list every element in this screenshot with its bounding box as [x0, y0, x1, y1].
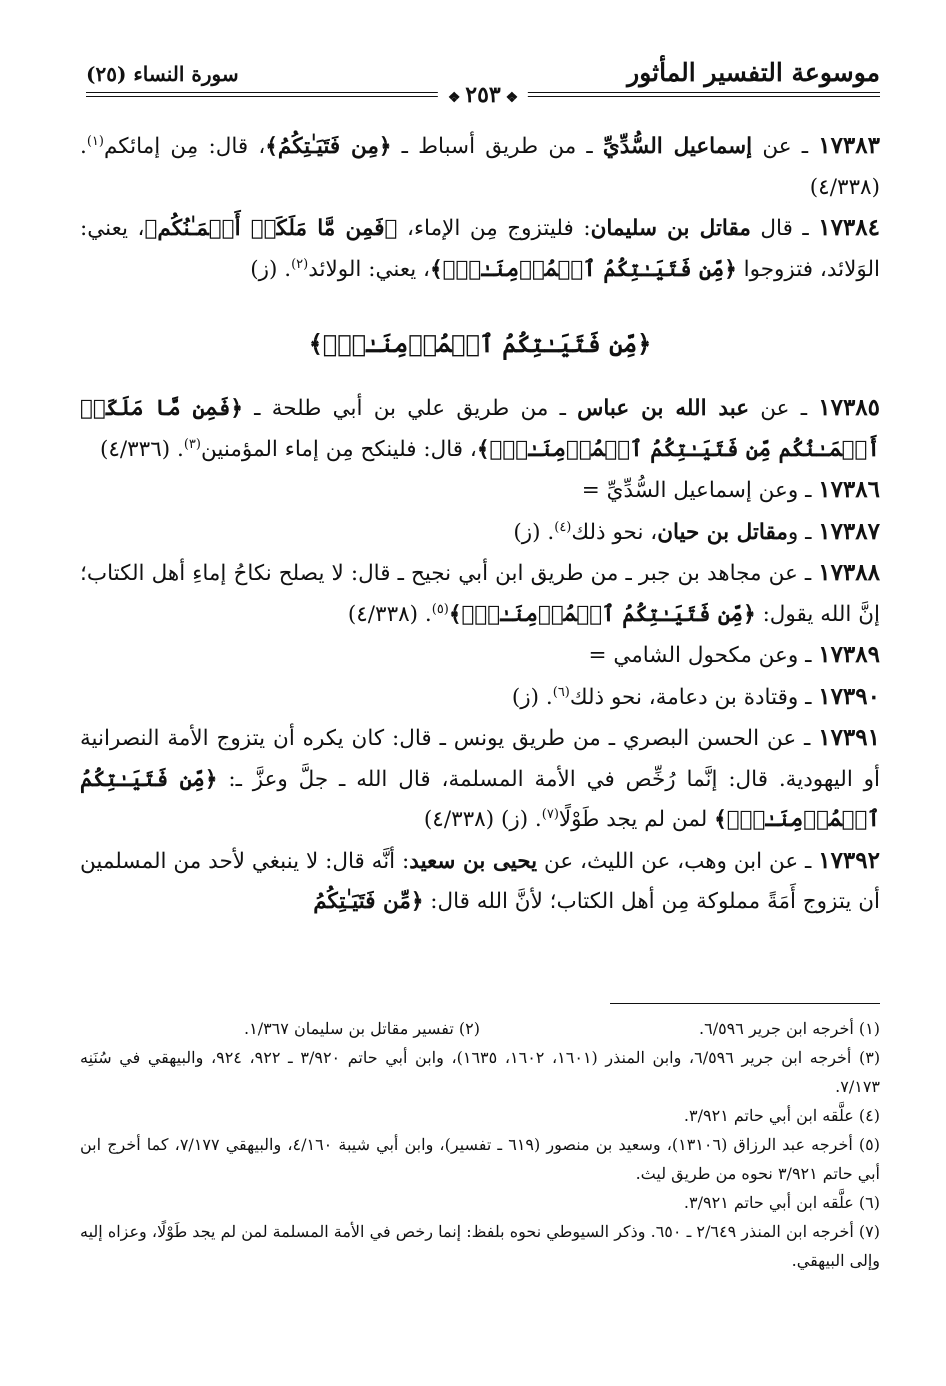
entry-17388: ١٧٣٨٨ ـ عن مجاهد بن جبر ـ من طريق ابن أبي نجيح ـ قال: لا يصلح نكاحُ إماءِ أهل الكتاب؛ إنَّ الله يقول: ﴿مِّن فَتَيَـٰتِكُمُ ٱلۡمُؤۡمِنَـٰتِۚ﴾$^{(٥)}$. (٤/٣٣٨)	[80, 559, 880, 627]
section-heading: ﴿مِّن فَتَيَـٰتِكُمُ ٱلۡمُؤۡمِنَـٰتِۚ﴾	[308, 329, 652, 358]
entry-17391: ١٧٣٩١ ـ عن الحسن البصري ـ من طريق يونس ـ قال: كان يكره أن يتزوج الأمة النصرانية أو اليهودية. قال: إنَّما رُخِّص في الأمة المسلمة، قال الله ـ جلَّ وعزَّ ـ: ﴿مِّن فَتَيَـٰتِكُمُ ٱلۡمُؤۡمِنَـٰتِۚ﴾ لمن لم يجد طَوْلًا$^{(٧)}$. (ز) (٤/٣٣٨)	[80, 724, 881, 832]
entry-17387: ١٧٣٨٧ ـ ومقاتل بن حيان، نحو ذلك$^{(٤)}$. (ز)	[513, 517, 880, 545]
footnotes	[80, 1014, 880, 1275]
page-number: ❖ ٢٥٣ ❖	[438, 82, 528, 108]
entry-17383: ١٧٣٨٣ ـ عن إسماعيل السُّدِّيِّ ـ من طريق أسباط ـ ﴿مِن فَتَيَـٰتِكُمُ﴾، قال: مِن إمائكم$^{(١)}$. (٤/٣٣٨)	[80, 132, 880, 200]
footnote-7: (٧) أخرجه ابن المنذر ٢/٦٤٩ ـ ٦٥٠. وذكر السيوطي نحوه بلفظ: إنما رخص في الأمة المسلمة لمن لم يجد طَوْلًا، وعزاه إليه وإلى البيهقي.	[80, 1222, 880, 1270]
footnote-row	[80, 1014, 880, 1043]
entry-17386: ١٧٣٨٦ ـ وعن إسماعيل السُّدِّيِّ =	[581, 476, 880, 503]
entry-17389: ١٧٣٨٩ ـ وعن مكحول الشامي =	[588, 641, 880, 668]
footnote-5: (٥) أخرجه عبد الرزاق (١٣١٠٦)، وسعيد بن منصور (٦١٩ ـ تفسير)، وابن أبي شيبة ٤/١٦٠، والبيهقي ٧/١٧٧، كما أخرج ابن أبي حاتم ٣/٩٢١ نحوه من طريق ليث.	[80, 1135, 880, 1183]
main-text	[80, 126, 880, 923]
surah-label: سورة النساء (٢٥)	[86, 62, 239, 86]
page-header	[86, 52, 880, 108]
page-number-ornament-icon: ❖	[500, 90, 519, 106]
footnote-4: (٤) علَّقه ابن أبي حاتم ٣/٩٢١.	[683, 1106, 880, 1125]
footnote-6: (٦) علَّقه ابن أبي حاتم ٣/٩٢١.	[683, 1193, 880, 1212]
entry-17384: ١٧٣٨٤ ـ قال مقاتل بن سليمان: فليتزوج مِن الإماء، ﴿فَمِن مَّا مَلَكَتۡ أَيۡمَـٰنُكُم﴾، يعني: الوَلائد، فتزوجوا ﴿مِّن فَتَيَـٰتِكُمُ ٱلۡمُؤۡمِنَـٰتِۚ﴾، يعني: الولائد$^{(٢)}$. (ز)	[80, 214, 880, 282]
footnote-1: (١) أخرجه ابن جرير ٦/٥٩٦.	[699, 1019, 880, 1038]
footnote-3: (٣) أخرجه ابن جرير ٦/٥٩٦، وابن المنذر (١٦٠١، ١٦٠٢، ١٦٣٥)، وابن أبي حاتم ٣/٩٢٠ ـ ٩٢٢، ٩٢٤، والبيهقي في سُنَنِه ٧/١٧٣.	[80, 1048, 881, 1096]
entry-17390: ١٧٣٩٠ ـ وقتادة بن دعامة، نحو ذلك$^{(٦)}$. (ز)	[511, 682, 880, 710]
page-number-ornament-icon: ❖	[447, 90, 466, 106]
entry-17392: ١٧٣٩٢ ـ عن ابن وهب، عن الليث، عن يحيى بن سعيد: أنَّه قال: لا ينبغي لأحد من المسلمين أن يتزوج أَمَةً مملوكة مِن أهل الكتاب؛ لأنَّ الله قال: ﴿مِّن فَتَيَـٰتِكُمُ	[80, 846, 880, 914]
footnote-2: (٢) تفسير مقاتل بن سليمان ١/٣٦٧.	[244, 1019, 480, 1038]
book-title: موسوعة التفسير المأثور	[627, 58, 880, 87]
footnote-divider	[610, 1003, 880, 1004]
entry-17385: ١٧٣٨٥ ـ عن عبد الله بن عباس ـ من طريق علي بن أبي طلحة ـ ﴿فَمِن مَّا مَلَكَتۡ أَيۡمَـٰنُكُم مِّن فَتَيَـٰتِكُمُ ٱلۡمُؤۡمِنَـٰتِۚ﴾، قال: فلينكح مِن إماء المؤمنين$^{(٣)}$. (٤/٣٣٦)	[80, 394, 881, 462]
